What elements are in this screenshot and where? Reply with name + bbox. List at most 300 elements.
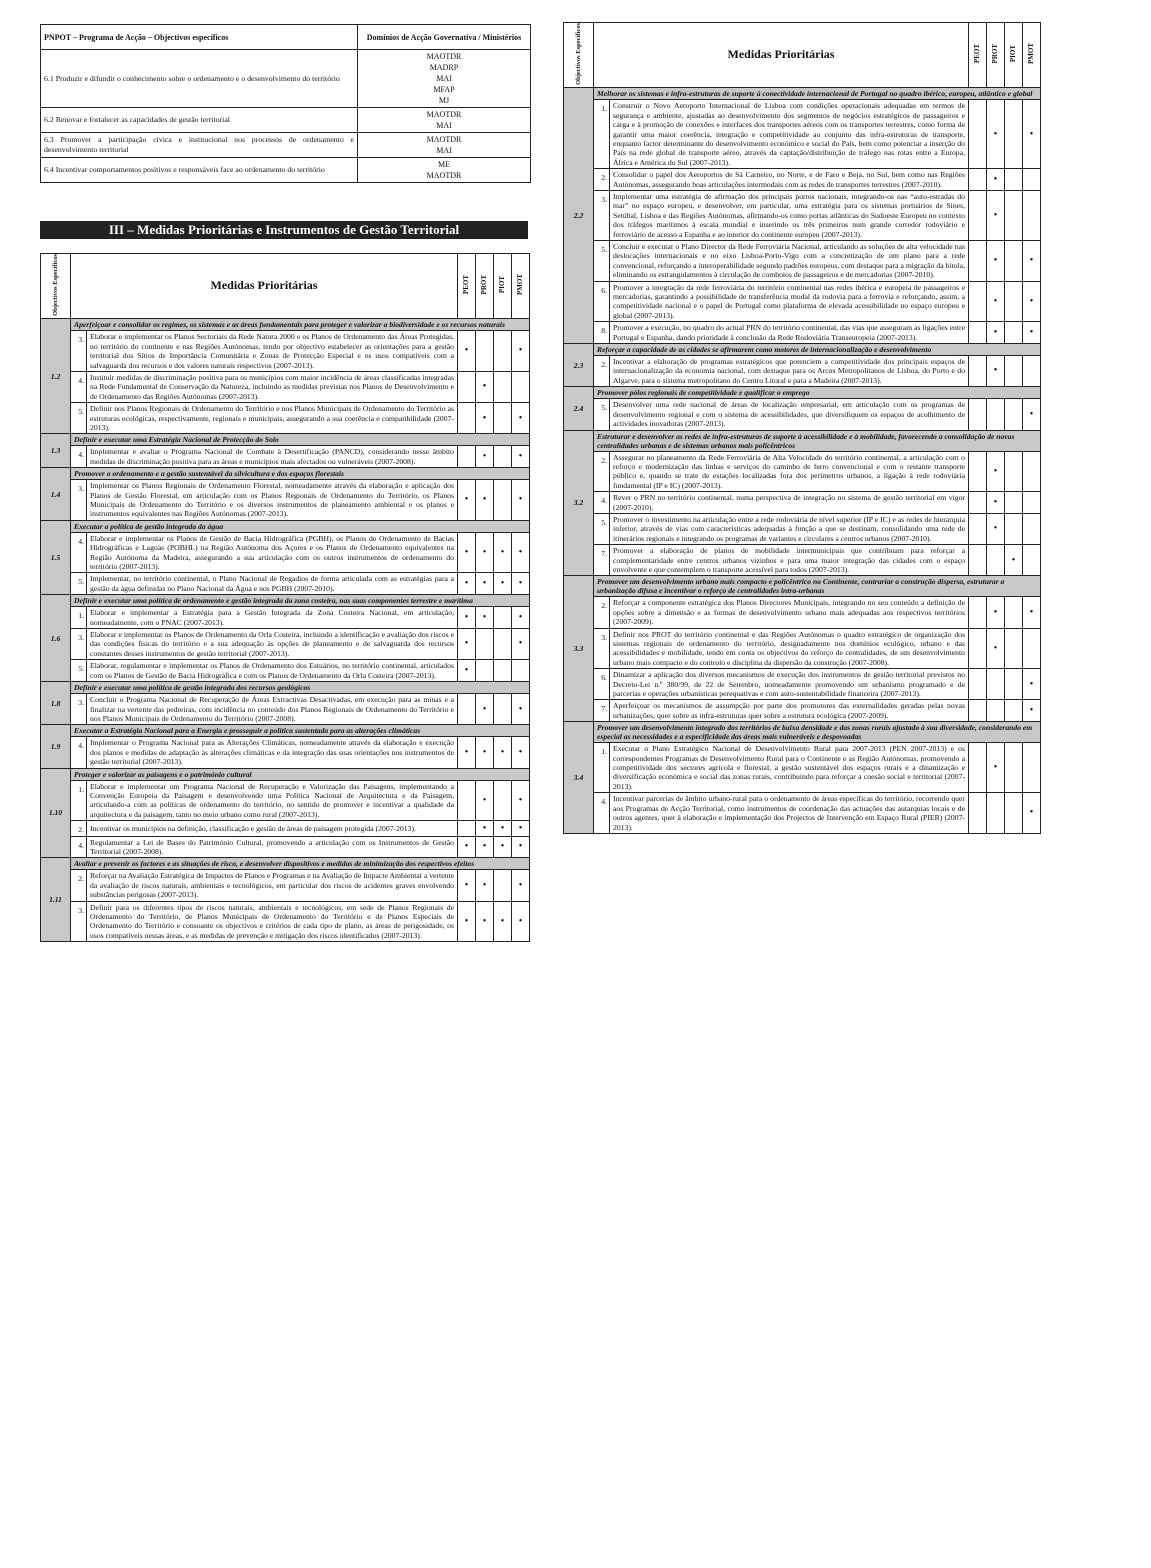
measure-row [564, 241, 1041, 282]
peot-mark [458, 901, 476, 942]
pmot-mark [512, 694, 530, 725]
measure-row [564, 169, 1041, 191]
measure-text: Implementar uma estratégia de afirmação dos principais portos nacionais, integrando-os nas “auto-estradas do mar” no espaço europeu, e desenvolver, em particular, uma estratégia para os sistemas portuários de Sines, Setúbal, Lisboa e das Regiões Autónomas, afirmando-os como portas atlânticas do Sudoeste Europeu no contexto dos tráfegos marítimos à escala mundial e inserindo os três primeiros num grande corredor rodoviário e ferroviário de acesso a Espanha e ao interior do continente europeu (2007-2013). [610, 190, 969, 240]
ministries-table [40, 24, 531, 183]
peot-header: PEOT [969, 23, 987, 88]
measure-text: Elaborar e implementar a Estratégia para a Gestão Integrada da Zona Costeira Nacional, em articulação, nomeadamente, com o PNAC (2007-2013). [87, 607, 458, 629]
pmot-mark [512, 480, 530, 521]
measure-number: 5. [71, 573, 87, 595]
piot-mark [494, 371, 512, 402]
measure-row [564, 322, 1041, 344]
ministries-cell [358, 133, 531, 158]
measure-row [41, 532, 530, 573]
pmot-mark [1023, 356, 1041, 387]
pmot-mark [512, 331, 530, 372]
measure-number: 3. [594, 628, 610, 669]
measure-row [41, 371, 530, 402]
piot-mark [1005, 700, 1023, 722]
measure-text: Definir para os diferentes tipos de riscos naturais, ambientais e tecnológicos, em sede de Planos Regionais de Ordenamento do Território, de Planos Municipais de Ordenamento do Território e de Planos Especiais de Ordenamento do Território e consoante os objectivos e critérios de cada tipo de plano, as áreas de perigosidade, os usos compatíveis nessas áreas, e as medidas de prevenção e mitigação dos riscos identificados (2007-2013). [87, 901, 458, 942]
prot-mark [476, 780, 494, 821]
prot-mark [987, 597, 1005, 628]
prot-mark [987, 100, 1005, 169]
objective-title: Promover um desenvolvimento urbano mais compacto e policêntrico no Continente, contrariar a construção dispersa, estruturar a urbanização difusa e incentivar o reforço de centralidades intra-urbanas [594, 576, 1041, 597]
piot-mark [1005, 100, 1023, 169]
objective-title: Proteger e valorizar as paisagens e o património cultural [71, 768, 530, 780]
objective-title: Aperfeiçoar e consolidar os regimes, os sistemas e as áreas fundamentais para proteger e valorizar a biodiversidade e os recursos naturais [71, 319, 530, 331]
piot-header: PIOT [494, 254, 512, 319]
objective-id: 3.3 [564, 576, 594, 722]
prot-header: PROT [987, 23, 1005, 88]
objective-row [41, 682, 530, 694]
measure-text: Consolidar o papel dos Aeroportos de Sá Carneiro, no Norte, e de Faro e Beja, no Sul, bem como nas Regiões Autónomas, assegurando boas articulações intermodais com as redes de transportes terrestres (2007-2010). [610, 169, 969, 191]
piot-mark [494, 480, 512, 521]
objective-row [41, 319, 530, 331]
measure-text: Instituir medidas de discriminação positiva para os municípios com maior incidência de áreas classificadas integradas na Rede Fundamental de Conservação da Natureza, incluindo as medidas previstas nos Planos de Desenvolvimento e de Ordenamento das Regiões Autónomas (2007-2013). [87, 371, 458, 402]
pmot-mark [512, 371, 530, 402]
prot-mark [476, 371, 494, 402]
measure-row [41, 629, 530, 660]
objective-title: Promover pólos regionais de competitividade e qualificar o emprego [594, 387, 1041, 399]
measure-row [564, 281, 1041, 322]
peot-mark [458, 836, 476, 858]
measure-number: 2. [71, 870, 87, 901]
prot-mark [476, 821, 494, 836]
pmot-mark [1023, 597, 1041, 628]
prot-mark [476, 331, 494, 372]
prot-mark [476, 607, 494, 629]
pmot-mark [1023, 241, 1041, 282]
measure-row [41, 331, 530, 372]
measure-row [564, 669, 1041, 700]
ministry-code: MAI [436, 146, 452, 155]
objective-title: Reforçar a capacidade de as cidades se afirmarem como motores de internacionalização e desenvolvimento [594, 344, 1041, 356]
objective-id: 1.3 [41, 434, 71, 468]
measure-number: 2. [594, 451, 610, 492]
objective-row [564, 430, 1041, 451]
piot-mark [1005, 597, 1023, 628]
measure-number: 3. [71, 480, 87, 521]
measures-table-left [40, 253, 530, 942]
objective-text: 6.3 Promover a participação cívica e institucional nos processos de ordenamento e desenvolvimento territorial [41, 133, 358, 158]
pmot-mark [1023, 513, 1041, 544]
pmot-mark [512, 573, 530, 595]
pmot-mark [512, 737, 530, 768]
peot-mark [969, 669, 987, 700]
peot-mark [969, 100, 987, 169]
measure-number: 7. [594, 700, 610, 722]
piot-mark [494, 573, 512, 595]
peot-mark [458, 446, 476, 468]
measure-row [41, 607, 530, 629]
ministry-code: MAOTDR [426, 110, 462, 119]
prot-mark [476, 446, 494, 468]
peot-mark [458, 660, 476, 682]
peot-mark [969, 190, 987, 240]
measure-number: 3. [594, 190, 610, 240]
prot-mark [987, 169, 1005, 191]
measure-number: 6. [594, 281, 610, 322]
objective-row [41, 858, 530, 870]
prot-mark [987, 356, 1005, 387]
measure-row [564, 597, 1041, 628]
peot-mark [969, 356, 987, 387]
pmot-mark [512, 660, 530, 682]
piot-mark [1005, 281, 1023, 322]
objective-row [564, 88, 1041, 100]
objective-id: 3.2 [564, 430, 594, 576]
measure-text: Promover a elaboração de planos de mobilidade intermunicipais que contribuam para reforçar a complementaridade entre centros urbanos vizinhos e para uma maior integração das cidades com o espaço envolvente e que contemplem o transporte acessível para todos (2007-2013). [610, 545, 969, 576]
peot-mark [969, 322, 987, 344]
measure-text: Incentivar a elaboração de programas estratégicos que potenciem a competitividade dos principais espaços de internacionalização da economia nacional, com destaque para os Arcos Metropolitanos de Lisboa, do Porto e do Algarve, para o sistema metropolitano do Centro Litoral e para a Madeira (2007-2013). [610, 356, 969, 387]
peot-mark [458, 480, 476, 521]
measure-text: Promover o investimento na articulação entre a rede rodoviária de nível superior (IP e IC) e as redes de hierarquia inferior, através de vias com características adequadas à função a que se destinam, consolidando uma rede de itinerários regionais e integrando os programas de variantes e circulares a centros urbanos (2007-2010). [610, 513, 969, 544]
measure-text: Promover a integração da rede ferroviária do território continental nas redes ibérica e europeia de passageiros e mercadorias, garantindo a possibilidade de transferência modal da rodovia para a ferrovia e reforçando, assim, a competitividade nacional e o papel de Portugal como plataforma de elevada acessibilidade no espaço europeu e global (2007-2013). [610, 281, 969, 322]
pmot-mark [512, 821, 530, 836]
ministry-code: MAOTDR [426, 52, 462, 61]
piot-mark [494, 780, 512, 821]
measure-text: Aperfeiçoar os mecanismos de assumpção por parte dos promotores das externalidades geradas pelas novas urbanizações, quer sobre as infra-estruturas quer sobre a estrutura ecológica (2007-2009). [610, 700, 969, 722]
pmot-mark [1023, 700, 1041, 722]
objective-id: 1.11 [41, 858, 71, 942]
measure-text: Elaborar e implementar os Planos de Ordenamento da Orla Costeira, incluindo a identificação e avaliação dos riscos e das condições físicas do território e a sua adequação às opções de planeamento e de salvaguarda dos recursos constantes desses instrumentos de gestão territorial (2007-2013). [87, 629, 458, 660]
piot-mark [1005, 241, 1023, 282]
measure-row [41, 901, 530, 942]
prot-mark [987, 669, 1005, 700]
measures-header: Medidas Prioritárias [594, 23, 969, 88]
pmot-mark [1023, 492, 1041, 514]
objective-row [564, 722, 1041, 743]
prot-mark [476, 480, 494, 521]
prot-mark [476, 532, 494, 573]
peot-mark [969, 743, 987, 793]
prot-mark [987, 700, 1005, 722]
measure-number: 2. [594, 169, 610, 191]
measure-number: 3. [71, 331, 87, 372]
measures-table-right [563, 22, 1041, 834]
prot-mark [987, 451, 1005, 492]
peot-mark [969, 399, 987, 430]
objective-id: 1.5 [41, 520, 71, 594]
peot-mark [969, 545, 987, 576]
objective-text: 6.4 Incentivar comportamentos positivos e responsáveis face ao ordenamento do território [41, 158, 358, 183]
pmot-mark [1023, 322, 1041, 344]
prot-mark [987, 628, 1005, 669]
piot-mark [1005, 451, 1023, 492]
objective-row [564, 576, 1041, 597]
pmot-header: PMOT [1023, 23, 1041, 88]
right-column [563, 0, 1041, 834]
measure-row [564, 492, 1041, 514]
left-column [40, 0, 530, 942]
measure-text: Elaborar, regulamentar e implementar os Planos de Ordenamento dos Estuários, no território continental, articulados com os Planos de Gestão de Bacia Hidrográfica e com os Planos de Ordenamento da Orla Costeira (2007-2013). [87, 660, 458, 682]
pmot-mark [1023, 190, 1041, 240]
measure-number: 1. [594, 100, 610, 169]
measure-number: 2. [71, 821, 87, 836]
measure-text: Regulamentar a Lei de Bases do Património Cultural, promovendo a articulação com os Instrumentos de Gestão Territorial (2007-2008). [87, 836, 458, 858]
prot-mark [476, 901, 494, 942]
objective-title: Avaliar e prevenir os factores e as situações de risco, e desenvolver dispositivos e medidas de minimização dos respectivos efeitos [71, 858, 530, 870]
prot-mark [476, 836, 494, 858]
ministries-table-header-objectives: PNPOT – Programa de Acção – Objectivos específicos [41, 25, 358, 50]
objective-text: 6.1 Produzir e difundir o conhecimento sobre o ordenamento e o desenvolvimento do território [41, 50, 358, 108]
peot-mark [969, 492, 987, 514]
ministry-code: MFAP [433, 85, 455, 94]
objective-title: Definir e executar uma Estratégia Nacional de Protecção do Solo [71, 434, 530, 446]
peot-header: PEOT [458, 254, 476, 319]
ministries-cell [358, 50, 531, 108]
objective-row [41, 468, 530, 480]
ministries-row [41, 133, 531, 158]
measure-text: Promover a execução, no quadro do actual PRN do território continental, das vias que asseguram as ligações entre Portugal e Espanha, dando prioridade à conclusão da Rede Rodoviária Transeuropeia (2007-2013). [610, 322, 969, 344]
piot-mark [494, 694, 512, 725]
measure-text: Implementar e avaliar o Programa Nacional de Combate à Desertificação (PANCD), considerando nesse âmbito medidas de discriminação positiva para as áreas e municípios mais afectados ou vulneráveis (2007-2008). [87, 446, 458, 468]
peot-mark [458, 607, 476, 629]
objective-id: 2.4 [564, 387, 594, 430]
piot-mark [494, 660, 512, 682]
measure-row [41, 446, 530, 468]
objective-id: 2.3 [564, 344, 594, 387]
peot-mark [969, 597, 987, 628]
peot-mark [458, 573, 476, 595]
measure-number: 2. [594, 356, 610, 387]
piot-mark [1005, 513, 1023, 544]
measure-number: 4. [594, 492, 610, 514]
pmot-mark [1023, 100, 1041, 169]
prot-mark [476, 694, 494, 725]
ministries-row [41, 158, 531, 183]
measure-text: Desenvolver uma rede nacional de áreas de localização empresarial, em articulação com os programas de desenvolvimento regional e com o sistema de acessibilidades, que diversifiquem os espaços de acolhimento de actividades inovadoras (2007-2013). [610, 399, 969, 430]
prot-mark [476, 629, 494, 660]
measure-text: Implementar o Programa Nacional para as Alterações Climáticas, nomeadamente através da elaboração e execução dos planos e medidas de adaptação às alterações climáticas e da integração das suas orientações nos instrumentos de gestão territorial (2007-2013). [87, 737, 458, 768]
measure-number: 8. [594, 322, 610, 344]
piot-mark [494, 870, 512, 901]
measure-row [41, 870, 530, 901]
objective-id: 1.6 [41, 595, 71, 682]
peot-mark [458, 780, 476, 821]
measure-row [41, 694, 530, 725]
ministry-code: MAI [436, 74, 452, 83]
peot-mark [458, 870, 476, 901]
objective-title: Definir e executar uma política de gestão integrada dos recursos geológicos [71, 682, 530, 694]
measure-row [564, 451, 1041, 492]
pmot-mark [1023, 169, 1041, 191]
ministry-code: MAI [436, 121, 452, 130]
measure-text: Concluir e executar o Plano Director da Rede Ferroviária Nacional, articulando as soluções de alta velocidade nas deslocações internacionais e no eixo Lisboa-Porto-Vigo com a concretização de um plano para a rede convencional, reforçando a interoperabilidade segundo padrões europeus, com destaque para a migração da bitola, eliminando os estrangulamentos à circulação de comboios de passageiros e de mercadorias (2007-2010). [610, 241, 969, 282]
pmot-mark [1023, 281, 1041, 322]
prot-mark [476, 403, 494, 434]
objective-id: 1.10 [41, 768, 71, 858]
prot-mark [987, 545, 1005, 576]
prot-mark [987, 190, 1005, 240]
piot-mark [494, 532, 512, 573]
objectives-header: Objectivos Específicos [564, 23, 594, 88]
objective-id: 1.4 [41, 468, 71, 521]
section-title: III – Medidas Prioritárias e Instrumentos de Gestão Territorial [40, 221, 528, 239]
pmot-mark [512, 629, 530, 660]
measure-text: Construir o Novo Aeroporto Internacional de Lisboa com condições operacionais adequadas em termos de segurança e ambiente, ajustadas ao desenvolvimento dos segmentos de negócios estratégicos de passageiros e carga e à promoção de conexões e interfaces dos transportes aéreos com os transportes terrestres, como forma de garantir uma maior coerência, integração e competitividade ao conjunto das infra-estruturas de transporte, enquanto factor determinante do desenvolvimento económico e social do País, bem como potenciar a inserção do País na rede global de transporte aéreo, através da captação/distribuição de tráfego nas rotas entre a Europa, África e América do Sul (2007-2013). [610, 100, 969, 169]
piot-mark [1005, 743, 1023, 793]
measure-text: Elaborar e implementar um Programa Nacional de Recuperação e Valorização das Paisagens, implementando a Convenção Europeia da Paisagem e desenvolvendo uma Política Nacional de Arquitectura e da Paisagem, articulando-a com as políticas de ordenamento do território, no sentido de promover e incentivar a qualidade da arquitectura e da paisagem, tanto no meio urbano como rural (2007-2013). [87, 780, 458, 821]
prot-mark [987, 743, 1005, 793]
peot-mark [458, 403, 476, 434]
prot-mark [987, 492, 1005, 514]
objective-row [564, 387, 1041, 399]
peot-mark [458, 331, 476, 372]
measure-row [41, 480, 530, 521]
peot-mark [458, 371, 476, 402]
ministry-code: MAOTDR [426, 171, 462, 180]
objective-title: Melhorar os sistemas e infra-estruturas de suporte à conectividade internacional de Portugal no quadro ibérico, europeu, atlântico e global [594, 88, 1041, 100]
measure-number: 4. [71, 371, 87, 402]
prot-mark [987, 513, 1005, 544]
measure-text: Implementar, no território continental, o Plano Nacional de Regadios de forma articulada com as estratégias para a gestão da água definidas no Plano Nacional da Água e nos PGBH (2007-2010). [87, 573, 458, 595]
measure-row [564, 356, 1041, 387]
pmot-mark [512, 836, 530, 858]
piot-mark [494, 607, 512, 629]
piot-mark [494, 629, 512, 660]
ministries-row [41, 108, 531, 133]
measure-number: 7. [594, 545, 610, 576]
peot-mark [969, 628, 987, 669]
measure-row [564, 545, 1041, 576]
objective-row [41, 725, 530, 737]
piot-mark [1005, 169, 1023, 191]
measure-row [41, 660, 530, 682]
objective-title: Estruturar e desenvolver as redes de infra-estruturas de suporte à acessibilidade e à mobilidade, favorecendo a consolidação de novas centralidades urbanas e de sistemas urbanos mais policêntricos [594, 430, 1041, 451]
peot-mark [458, 737, 476, 768]
peot-mark [458, 821, 476, 836]
pmot-mark [1023, 451, 1041, 492]
piot-mark [1005, 322, 1023, 344]
pmot-mark [1023, 399, 1041, 430]
peot-mark [969, 451, 987, 492]
measure-text: Definir nos PROT do território continental e das Regiões Autónomas o quadro estratégico de organização dos sistemas regionais de ordenamento do território, designadamente nos domínios ecológico, urbano e das acessibilidades e mobilidade, tendo em conta os objectivos do reforço de centralidades, de um desenvolvimento urbano mais compacto e do controlo e disciplina da dispersão da construção (2007-2008). [610, 628, 969, 669]
prot-mark [476, 737, 494, 768]
objective-title: Promover um desenvolvimento integrado dos territórios de baixa densidade e das zonas rurais ajustado à sua diversidade, considerando em especial as necessidades e a especificidade das áreas mais vulneráveis e despovoadas [594, 722, 1041, 743]
measure-number: 5. [594, 513, 610, 544]
objective-id: 1.2 [41, 319, 71, 434]
piot-mark [1005, 492, 1023, 514]
measure-text: Reforçar na Avaliação Estratégica de Impactes de Planos e Programas e na Avaliação de Impacte Ambiental a vertente da avaliação de riscos naturais, ambientais e tecnológicos, em particular dos riscos de acidentes graves envolvendo substâncias perigosas (2007-2013). [87, 870, 458, 901]
measure-number: 1. [594, 743, 610, 793]
pmot-mark [512, 780, 530, 821]
measure-row [41, 403, 530, 434]
objective-title: Promover o ordenamento e a gestão sustentável da silvicultura e dos espaços florestais [71, 468, 530, 480]
measure-row [564, 628, 1041, 669]
objective-row [41, 595, 530, 607]
prot-mark [987, 322, 1005, 344]
ministry-code: MJ [438, 96, 450, 105]
measure-number: 5. [71, 660, 87, 682]
pmot-mark [512, 446, 530, 468]
piot-mark [494, 403, 512, 434]
pmot-mark [512, 901, 530, 942]
prot-mark [987, 241, 1005, 282]
piot-mark [494, 901, 512, 942]
prot-mark [476, 573, 494, 595]
measure-number: 2. [594, 597, 610, 628]
measure-row [564, 700, 1041, 722]
piot-mark [494, 836, 512, 858]
objective-title: Definir e executar uma política de ordenamento e gestão integrada da zona costeira, nas suas componentes terrestre e marítima [71, 595, 530, 607]
objectives-header: Objectivos Específicos [41, 254, 71, 319]
measure-row [41, 780, 530, 821]
peot-mark [969, 700, 987, 722]
measure-number: 5. [594, 241, 610, 282]
pmot-mark [512, 870, 530, 901]
prot-mark [987, 399, 1005, 430]
measure-row [41, 821, 530, 836]
measure-row [41, 573, 530, 595]
measure-number: 4. [594, 793, 610, 834]
measure-row [564, 190, 1041, 240]
piot-header: PIOT [1005, 23, 1023, 88]
measure-row [564, 100, 1041, 169]
pmot-header: PMOT [512, 254, 530, 319]
measure-text: Definir nos Planos Regionais de Ordenamento do Território e nos Planos Municipais de Ordenamento do Território as estruturas ecológicas, respectivamente, regionais e municipais, assegurando a sua coerência e compatibilidade (2007-2013). [87, 403, 458, 434]
objective-id: 2.2 [564, 88, 594, 344]
objective-title: Executar a Estratégia Nacional para a Energia e prosseguir a política sustentada para as alterações climáticas [71, 725, 530, 737]
peot-mark [969, 513, 987, 544]
objective-row [41, 768, 530, 780]
piot-mark [1005, 793, 1023, 834]
measure-row [564, 513, 1041, 544]
piot-mark [494, 446, 512, 468]
measure-text: Dinamizar a aplicação dos diversos mecanismos de execução dos instrumentos de gestão territorial previstos no Decreto-Lei n.º 380/99, de 22 de Setembro, nomeadamente promovendo um urbanismo programado e de parcerias e operações urbanísticas perequativas e com auto-sustentabilidade financeira (2007-2013). [610, 669, 969, 700]
ministries-cell [358, 158, 531, 183]
objective-id: 1.9 [41, 725, 71, 768]
piot-mark [1005, 399, 1023, 430]
measure-row [564, 743, 1041, 793]
measure-row [41, 737, 530, 768]
piot-mark [1005, 669, 1023, 700]
piot-mark [1005, 545, 1023, 576]
measure-number: 4. [71, 737, 87, 768]
measure-text: Assegurar no planeamento da Rede Ferroviária de Alta Velocidade do território continental, a articulação com o reforço e modernização das linhas e serviços do caminho de ferro convencional e com o restante transporte público e, quando se trate de estações localizadas fora dos perímetros urbanos, a ligação à rede rodoviária fundamental (IP e IC) (2007-2013). [610, 451, 969, 492]
ministry-code: MADRP [429, 63, 459, 72]
measure-text: Elaborar e implementar os Planos Sectoriais da Rede Natura 2000 e os Planos de Ordenamento das Áreas Protegidas, no território do continente e nas Regiões Autónomas, tendo por objectivo estabelecer as orientações para a gestão territorial dos Sítios de Importância Comunitária e Zonas de Protecção Especial e os usos compatíveis com a salvaguarda dos recursos e dos valores naturais respectivos (2007-2013). [87, 331, 458, 372]
measure-text: Elaborar e implementar os Planos de Gestão de Bacia Hidrográfica (PGBH), os Planos de Ordenamento de Bacias Hidrográficas e Lagoas (POBHL) na Região Autónoma dos Açores e os Planos de Ordenamento equivalentes na Região Autónoma da Madeira, assegurando a sua articulação com os outros instrumentos de ordenamento do território (2007-2013). [87, 532, 458, 573]
measure-number: 3. [71, 901, 87, 942]
pmot-mark [1023, 628, 1041, 669]
measure-text: Reforçar a componente estratégica dos Planos Directores Municipais, integrando no seu conteúdo a definição de opções sobre a dimensão e as formas de desenvolvimento urbano mais adequadas aos respectivos territórios (2007-2009). [610, 597, 969, 628]
prot-mark [987, 281, 1005, 322]
ministry-code: MAOTDR [426, 135, 462, 144]
measure-row [564, 793, 1041, 834]
prot-header: PROT [476, 254, 494, 319]
measure-text: Incentivar os municípios na definição, classificação e gestão de áreas de paisagem protegida (2007-2013). [87, 821, 458, 836]
peot-mark [969, 169, 987, 191]
measure-text: Concluir o Programa Nacional de Recuperação de Áreas Extractivas Desactivadas, em execução para as minas e a finalizar na vertente das pedreiras, com incidência no conteúdo dos Planos Regionais de Ordenamento do Território e nos Planos Municipais de Ordenamento do Território (2007-2008). [87, 694, 458, 725]
pmot-mark [512, 403, 530, 434]
measure-number: 1. [71, 780, 87, 821]
piot-mark [494, 821, 512, 836]
measure-row [564, 399, 1041, 430]
measure-row [41, 836, 530, 858]
measures-header: Medidas Prioritárias [71, 254, 458, 319]
measure-number: 5. [71, 403, 87, 434]
peot-mark [969, 793, 987, 834]
ministries-table-header-ministries: Domínios de Acção Governativa / Ministérios [358, 25, 531, 50]
objective-id: 1.8 [41, 682, 71, 725]
measure-text: Incentivar parcerias de âmbito urbano-rural para o ordenamento de áreas específicas do território, recorrendo quer aos Programas de Acção Territorial, como instrumentos de coordenação das actuações das autarquias locais e de outros agentes, quer à elaboração e implementação dos Projectos de Intervenção em Espaço Rural (PIER) (2007-2013). [610, 793, 969, 834]
ministries-cell [358, 108, 531, 133]
objective-title: Executar a política de gestão integrada da água [71, 520, 530, 532]
measure-number: 4. [71, 532, 87, 573]
prot-mark [987, 793, 1005, 834]
piot-mark [1005, 628, 1023, 669]
peot-mark [969, 241, 987, 282]
